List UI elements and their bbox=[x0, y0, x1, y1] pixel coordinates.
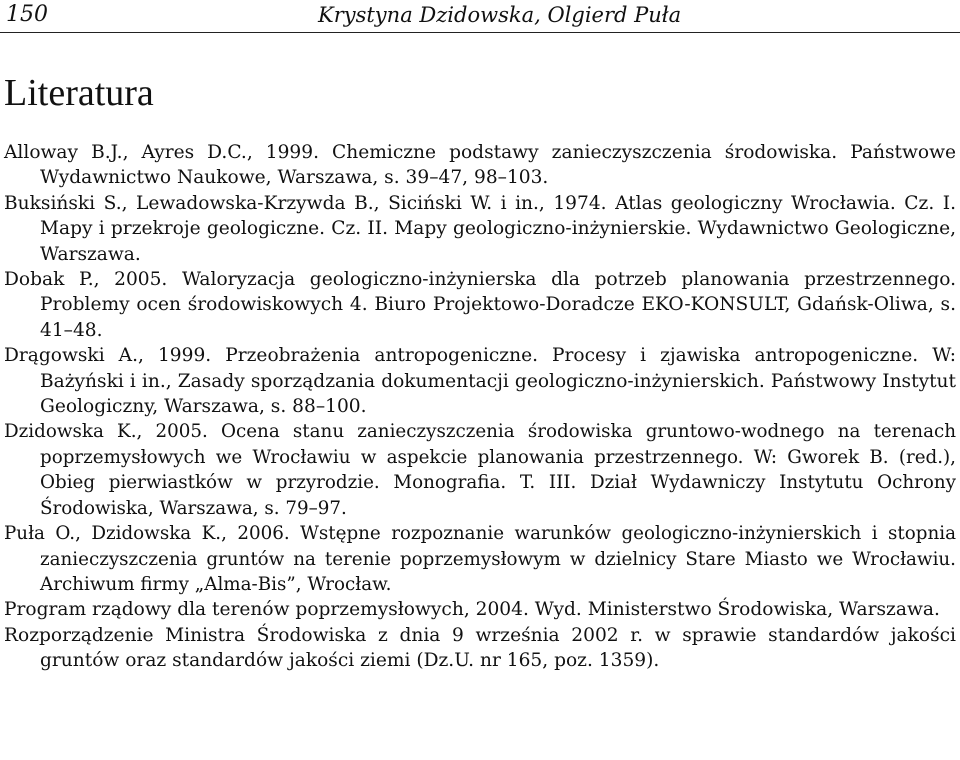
running-header-authors: Krystyna Dzidowska, Olgierd Puła bbox=[318, 3, 682, 27]
reference-entry: Dzidowska K., 2005. Ocena stanu zanieczyszczenia środowiska gruntowo-wodnego na terenach poprzemysłowych we Wrocławiu w aspekcie planowania przestrzennego. W: Gworek B. (red.), Obieg pierwiastków w przyrodzie. Monografia. T. III. Dział Wydawniczy Instytutu Ochrony Środowiska, Warszawa, s. 79–97. bbox=[4, 421, 956, 519]
reference-entry: Rozporządzenie Ministra Środowiska z dnia 9 września 2002 r. w sprawie standardów jakości gruntów oraz standardów jakości ziemi (Dz.U. nr 165, poz. 1359). bbox=[4, 624, 956, 672]
reference-entry: Alloway B.J., Ayres D.C., 1999. Chemiczne podstawy zanieczyszczenia środowiska. Państwowe Wydawnictwo Naukowe, Warszawa, s. 39–47, 98–103. bbox=[4, 142, 956, 189]
reference-entry: Puła O., Dzidowska K., 2006. Wstępne rozpoznanie warunków geologiczno-inżynierskich i stopnia zanieczyszczenia gruntów na terenie poprzemysłowym w dzielnicy Stare Miasto we Wrocławiu. Archiwum firmy „Alma-Bis”, Wrocław. bbox=[4, 523, 956, 595]
reference-entry: Dobak P., 2005. Waloryzacja geologiczno-inżynierska dla potrzeb planowania przestrzennego. Problemy ocen środowiskowych 4. Biuro Projektowo-Doradcze EKO-KONSULT, Gdańsk-Oliwa, s. 41–48. bbox=[4, 269, 956, 341]
reference-entry: Buksiński S., Lewadowska-Krzywda B., Siciński W. i in., 1974. Atlas geologiczny Wrocławia. Cz. I. Mapy i przekroje geologiczne. Cz. II. Mapy geologiczno-inżynierskie. Wydawnictwo Geologiczne, Warszawa. bbox=[4, 192, 956, 265]
reference-entry: Program rządowy dla terenów poprzemysłowych, 2004. Wyd. Ministerstwo Środowiska, Warszawa. bbox=[4, 599, 940, 621]
reference-entry: Drągowski A., 1999. Przeobrażenia antropogeniczne. Procesy i zjawiska antropogeniczne. W: Bażyński i in., Zasady sporządzania dokumentacji geologiczno-inżynierskich. Państwowy Instytut Geologiczny, Warszawa, s. 88–100. bbox=[4, 345, 956, 418]
section-title: Literatura bbox=[4, 72, 154, 114]
reference-list bbox=[4, 140, 956, 674]
running-header bbox=[0, 0, 960, 33]
page-number: 150 bbox=[6, 2, 48, 27]
